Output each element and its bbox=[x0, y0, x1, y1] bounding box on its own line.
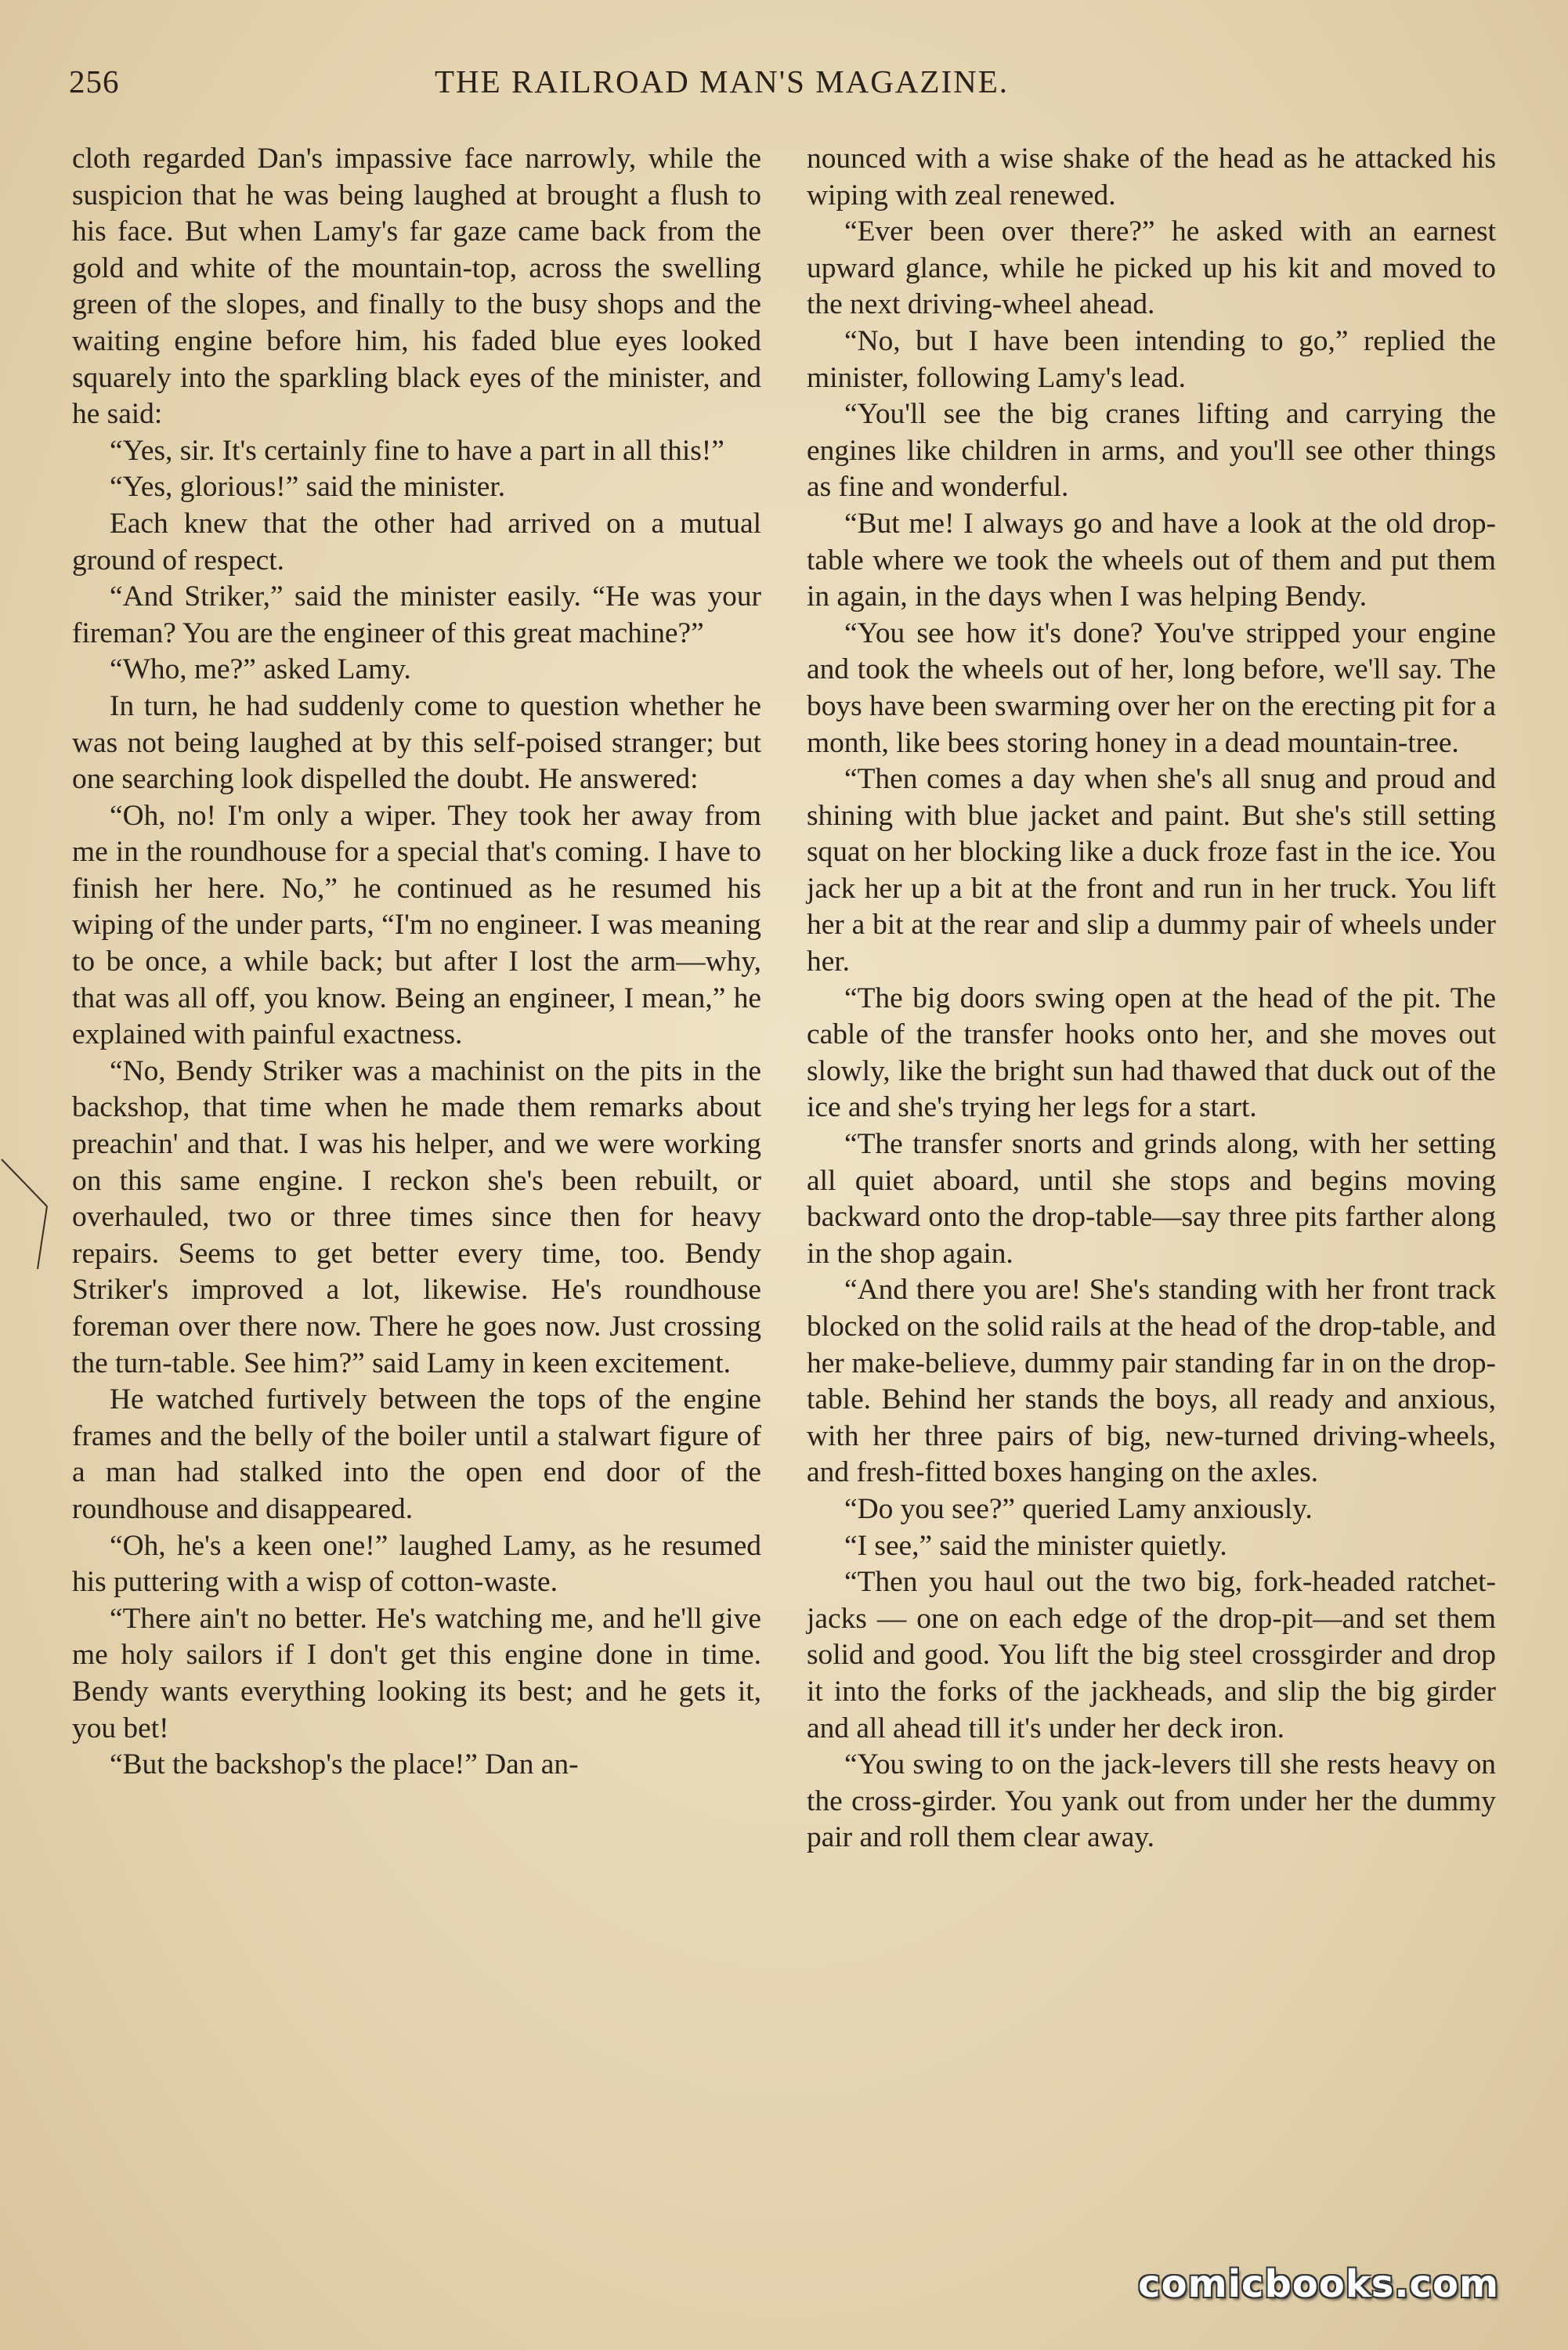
paragraph: “The big doors swing open at the head of the pit. The cable of the transfer hooks onto her, and she moves out slowly, like the bright sun had thawed that duck out of the ice and she's trying her legs for a start. bbox=[807, 982, 1496, 1124]
paragraph: “And Striker,” said the minister easily. “He was your fireman? You are the engineer of this great machine?” bbox=[72, 580, 761, 649]
paragraph: Each knew that the other had arrived on a mutual ground of respect. bbox=[72, 507, 761, 577]
paragraph: “You see how it's done? You've stripped your engine and took the wheels out of her, long before, we'll say. The boys have been swarming over her on the erecting pit for a month, like bees storing honey in a dead mountain-tree. bbox=[807, 616, 1496, 759]
paragraph: In turn, he had suddenly come to question whether he was not being laughed at by this self-poised stranger; but one searching look dispelled the doubt. He answered: bbox=[72, 689, 761, 796]
paragraph: “Oh, he's a keen one!” laughed Lamy, as he resumed his puttering with a wisp of cotton-waste. bbox=[72, 1529, 761, 1599]
paragraph: cloth regarded Dan's impassive face narrowly, while the suspicion that he was being laughed at brought a flush to his face. But when Lamy's far gaze came back from the gold and white of the mountain-top, across the swelling green of the slopes, and finally to the busy shops and the waiting engine before him, his faded blue eyes looked squarely into the sparkling black eyes of the minister, and he said: bbox=[72, 143, 761, 431]
paragraph: “There ain't no better. He's watching me, and he'll give me holy sailors if I don't get this engine done in time. Bendy wants everything looking its best; and he gets it, you bet! bbox=[72, 1602, 761, 1744]
paragraph: “No, Bendy Striker was a machinist on the pits in the backshop, that time when he made them remarks about preachin' and that. I was his helper, and we were working on this same engine. I reckon she's been rebuilt, or overhauled, two or three times since then for heavy repairs. Seems to get better every time, too. Bendy Striker's improved a lot, likewise. He's roundhouse foreman over there now. There he goes now. Just crossing the turn-table. See him?” said Lamy in keen excitement. bbox=[72, 1054, 761, 1379]
running-title: THE RAILROAD MAN'S MAGAZINE. bbox=[435, 63, 1010, 99]
paragraph: “And there you are! She's standing with her front track blocked on the solid rails at the head of the drop-table, and her make-believe, dummy pair standing far in on the drop-table. Behind her stands the boys, all ready and anxious, with her three pairs of big, new-turned driving-wheels, and fresh-fitted boxes hanging on the axles. bbox=[807, 1274, 1496, 1489]
right-column bbox=[807, 141, 1496, 1856]
left-column bbox=[72, 141, 761, 1784]
watermark-logo: comicbooks.com bbox=[1138, 2262, 1499, 2306]
paragraph: “I see,” said the minister quietly. bbox=[844, 1529, 1227, 1562]
page-number: 256 bbox=[69, 63, 120, 99]
paragraph: He watched furtively between the tops of the engine frames and the belly of the boiler until a stalwart figure of a man had stalked into the open end door of the roundhouse and disappeared. bbox=[72, 1383, 761, 1525]
paragraph: “Yes, glorious!” said the minister. bbox=[110, 471, 506, 504]
paragraph: “You swing to on the jack-levers till she rests heavy on the cross-girder. You yank out from under her the dummy pair and roll them clear away. bbox=[807, 1748, 1496, 1854]
paragraph: “The transfer snorts and grinds along, with her setting all quiet aboard, until she stops and begins moving backward onto the drop-table—say three pits farther along in the shop again. bbox=[807, 1128, 1496, 1270]
paragraph: nounced with a wise shake of the head as he attacked his wiping with zeal renewed. bbox=[807, 143, 1496, 212]
paragraph: “Then comes a day when she's all snug and proud and shining with blue jacket and paint. But she's still setting squat on her blocking like a duck froze fast in the ice. You jack her up a bit at the front and run in her truck. You lift her a bit at the rear and slip a dummy pair of wheels under her. bbox=[807, 763, 1496, 978]
paragraph: “No, but I have been intending to go,” replied the minister, following Lamy's lead. bbox=[807, 324, 1496, 394]
paragraph: “Who, me?” asked Lamy. bbox=[110, 653, 411, 686]
paragraph: “But the backshop's the place!” Dan an- bbox=[110, 1748, 579, 1781]
paragraph: “But me! I always go and have a look at the old drop-table where we took the wheels out of them and put them in again, in the days when I was helping Bendy. bbox=[807, 507, 1496, 613]
paragraph: “Do you see?” queried Lamy anxiously. bbox=[844, 1492, 1313, 1525]
paragraph: “Then you haul out the two big, fork-headed ratchet-jacks — one on each edge of the drop-pit—and set them solid and good. You lift the big steel crossgirder and drop it into the forks of the jackheads, and slip the big girder and all ahead till it's under her deck iron. bbox=[807, 1566, 1496, 1744]
paragraph: “You'll see the big cranes lifting and carrying the engines like children in arms, and you'll see other things as fine and wonderful. bbox=[807, 398, 1496, 504]
page-crease-mark bbox=[0, 1152, 63, 1277]
paragraph: “Yes, sir. It's certainly fine to have a part in all this!” bbox=[110, 434, 724, 467]
paragraph: “Oh, no! I'm only a wiper. They took her away from me in the roundhouse for a special that's coming. I have to finish her here. No,” he continued as he resumed his wiping of the under parts, “I'm no engineer. I was meaning to be once, a while back; but after I lost the arm—why, that was all off, you know. Being an engineer, I mean,” he explained with painful exactness. bbox=[72, 799, 761, 1051]
page-header bbox=[69, 63, 1479, 110]
paragraph: “Ever been over there?” he asked with an earnest upward glance, while he picked up his kit and moved to the next driving-wheel ahead. bbox=[807, 215, 1496, 321]
